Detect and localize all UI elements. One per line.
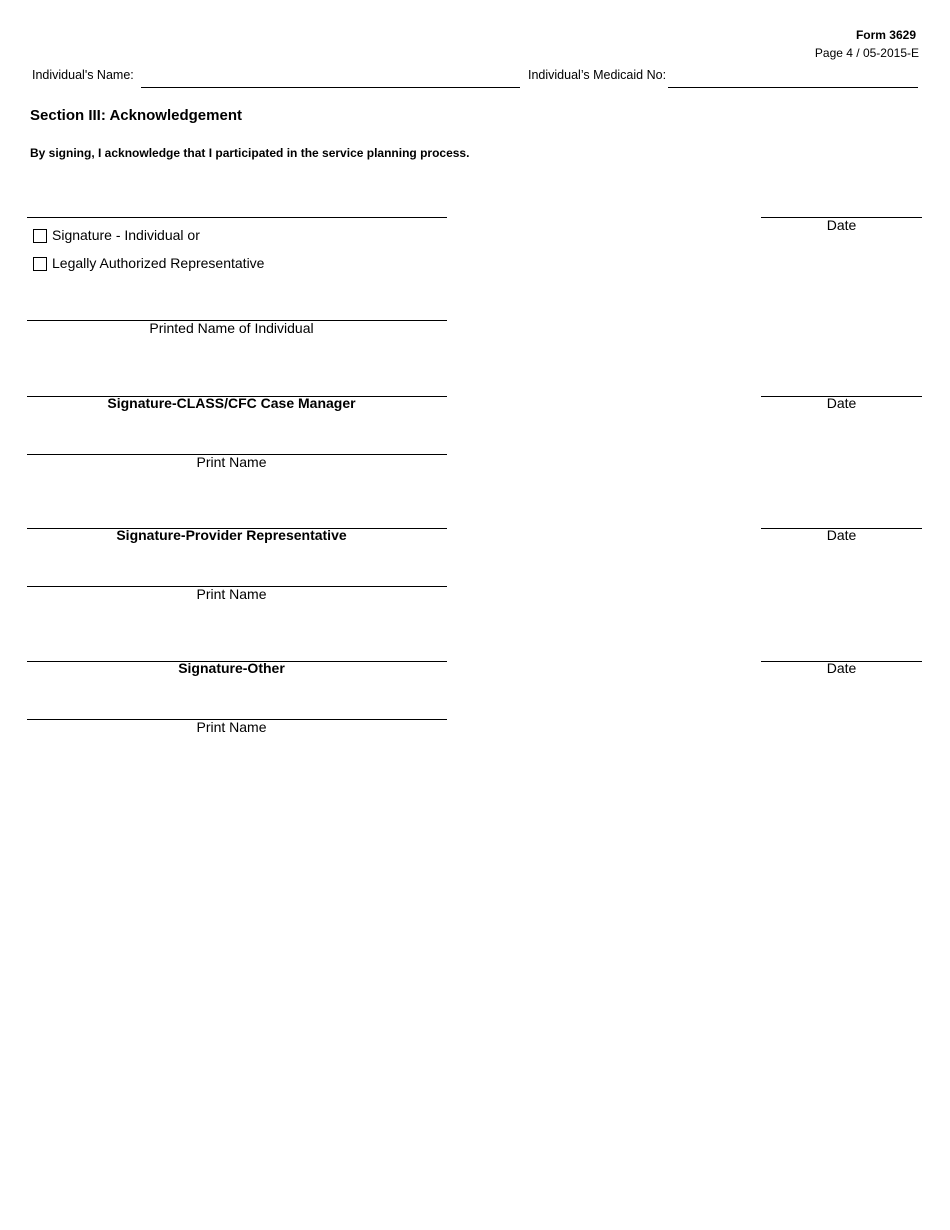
case-manager-date-caption: Date	[826, 395, 857, 411]
individual-date-caption: Date	[826, 217, 857, 233]
other-date-caption: Date	[826, 660, 857, 676]
individual-name-field[interactable]	[141, 87, 520, 88]
page-info: Page 4 / 05-2015-E	[814, 46, 919, 60]
medicaid-number-label: Individual’s Medicaid No:	[528, 68, 667, 82]
provider-signature-caption: Signature-Provider Representative	[116, 527, 347, 543]
individual-signature-line[interactable]	[27, 217, 447, 218]
other-print-name-caption: Print Name	[196, 719, 267, 735]
lar-option-label: Legally Authorized Representative	[52, 255, 265, 271]
individual-option-label: Signature - Individual or	[52, 227, 200, 243]
section-title: Section III: Acknowledgement	[30, 107, 242, 124]
provider-print-name-caption: Print Name	[196, 586, 267, 602]
form-number: Form 3629	[855, 28, 916, 42]
acknowledgement-statement: By signing, I acknowledge that I participated in the service planning process.	[30, 146, 470, 160]
printed-name-caption: Printed Name of Individual	[149, 320, 314, 336]
case-manager-signature-caption: Signature-CLASS/CFC Case Manager	[107, 395, 356, 411]
other-signature-caption: Signature-Other	[178, 660, 285, 676]
case-manager-print-name-caption: Print Name	[196, 454, 267, 470]
provider-date-caption: Date	[826, 527, 857, 543]
individual-name-label: Individual's Name:	[32, 68, 134, 82]
individual-checkbox[interactable]	[33, 229, 47, 243]
lar-checkbox[interactable]	[33, 257, 47, 271]
medicaid-number-field[interactable]	[668, 87, 918, 88]
